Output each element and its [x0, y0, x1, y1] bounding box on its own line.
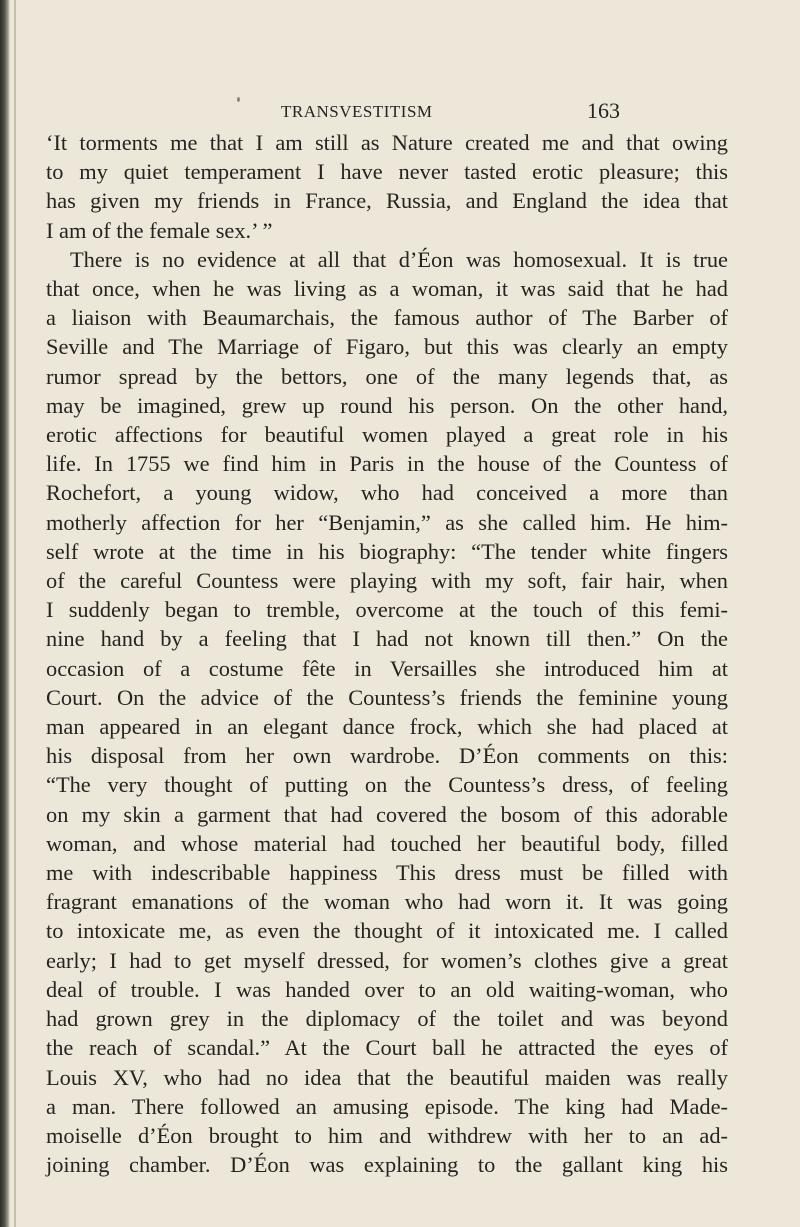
text-line: Louis XV, who had no idea that the beautiful maiden was really: [46, 1064, 728, 1090]
text-line: woman, and whose material had touched her beautiful body, filled: [46, 830, 728, 856]
text-line: ‘It torments me that I am still as Nature created me and that owing: [46, 130, 728, 155]
page-header: [0, 98, 800, 128]
text-line: a man. There followed an amusing episode. The king had Made-: [46, 1093, 728, 1119]
text-line: life. In 1755 we find him in Paris in the house of the Countess of: [46, 451, 728, 477]
text-line: joining chamber. D’Éon was explaining to the gallant king his: [46, 1152, 728, 1178]
text-line: Rochefort, a young widow, who had conceived a more than: [46, 480, 728, 506]
text-line: deal of trouble. I was handed over to an old waiting-woman, who: [46, 976, 728, 1002]
text-line: I suddenly began to tremble, overcome at the touch of this femi-: [46, 597, 728, 623]
text-line: occasion of a costume fête in Versailles she introduced him at: [46, 655, 728, 681]
text-line: erotic affections for beautiful women played a great role in his: [46, 422, 728, 448]
page-number: 163: [587, 98, 620, 123]
text-line: had grown grey in the diplomacy of the toilet and was beyond: [46, 1006, 728, 1032]
text-line: There is no evidence at all that d’Éon was homosexual. It is true: [70, 246, 728, 272]
text-line: early; I had to get myself dressed, for women’s clothes give a great: [46, 947, 728, 973]
text-line: a liaison with Beaumarchais, the famous author of The Barber of: [46, 305, 728, 331]
text-line: self wrote at the time in his biography: “The tender white fingers: [46, 538, 728, 564]
text-line: I am of the female sex.’ ”: [46, 217, 273, 243]
body-text: [46, 128, 728, 1179]
gutter-edge: [14, 0, 16, 1227]
text-line: to intoxicate me, as even the thought of it intoxicated me. I called: [46, 918, 728, 944]
running-head: TRANSVESTITISM: [281, 102, 433, 121]
text-line: moiselle d’Éon brought to him and withdrew with her to an ad-: [46, 1122, 728, 1148]
text-line: Seville and The Marriage of Figaro, but this was clearly an empty: [46, 334, 728, 360]
text-line: the reach of scandal.” At the Court ball he attracted the eyes of: [46, 1035, 728, 1061]
text-line: rumor spread by the bettors, one of the many legends that, as: [46, 363, 728, 389]
text-line: Court. On the advice of the Countess’s friends the feminine young: [46, 684, 728, 710]
text-line: nine hand by a feeling that I had not known till then.” On the: [46, 626, 728, 652]
text-line: me with indescribable happiness This dress must be filled with: [46, 860, 728, 886]
text-line: may be imagined, grew up round his person. On the other hand,: [46, 392, 728, 418]
text-line: man appeared in an elegant dance frock, which she had placed at: [46, 714, 728, 740]
book-spine-shadow: [0, 0, 10, 1227]
text-line: motherly affection for her “Benjamin,” as she called him. He him-: [46, 509, 728, 535]
text-line: fragrant emanations of the woman who had worn it. It was going: [46, 889, 728, 915]
text-line: that once, when he was living as a woman, it was said that he had: [46, 276, 728, 302]
text-line: “The very thought of putting on the Countess’s dress, of feeling: [46, 772, 728, 798]
text-line: has given my friends in France, Russia, and England the idea that: [46, 188, 728, 214]
text-line: of the careful Countess were playing with my soft, fair hair, when: [46, 568, 728, 594]
text-line: to my quiet temperament I have never tasted erotic pleasure; this: [46, 159, 728, 185]
text-line: his disposal from her own wardrobe. D’Éon comments on this:: [46, 743, 728, 769]
text-line: on my skin a garment that had covered the bosom of this adorable: [46, 801, 728, 827]
